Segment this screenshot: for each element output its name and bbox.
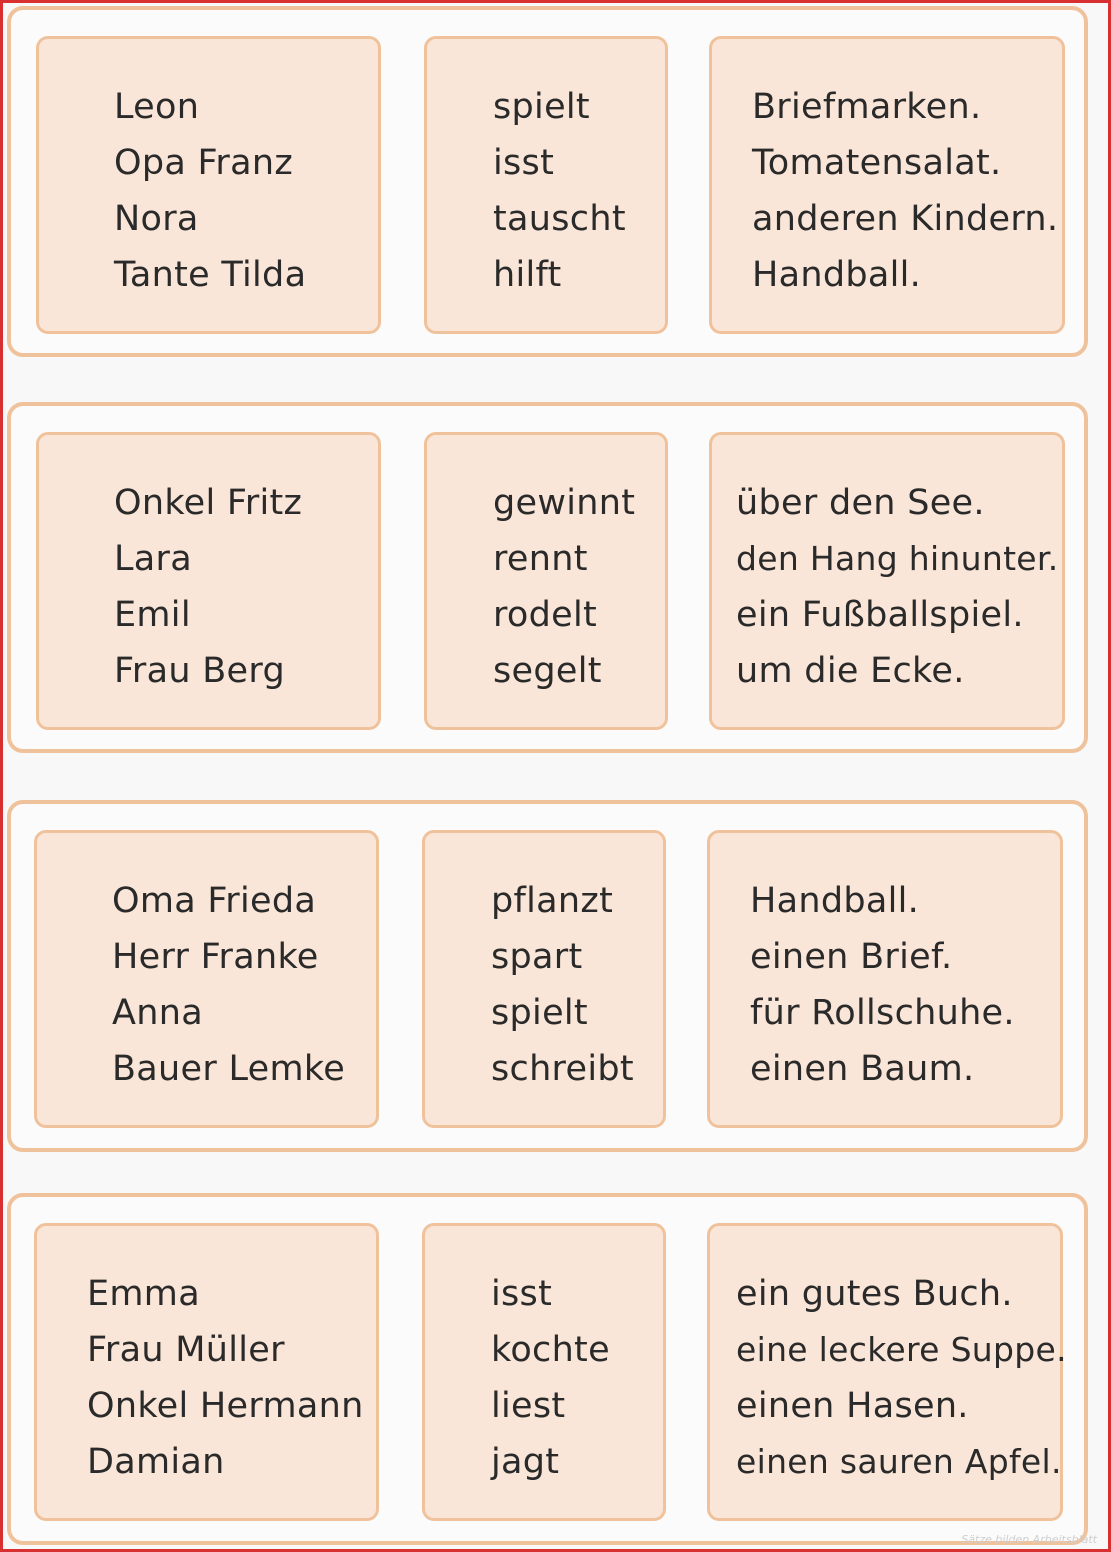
object-phrase: einen Hasen. xyxy=(736,1386,969,1426)
subject-word: Oma Frieda xyxy=(112,881,317,921)
subject-word: Frau Müller xyxy=(87,1330,285,1370)
verb-word: liest xyxy=(491,1386,566,1426)
subject-card[interactable] xyxy=(34,1223,379,1521)
object-card[interactable] xyxy=(709,432,1065,730)
verb-word: kochte xyxy=(491,1330,610,1370)
verb-card[interactable] xyxy=(424,432,668,730)
object-phrase: für Rollschuhe. xyxy=(750,993,1015,1033)
verb-word: isst xyxy=(493,143,555,183)
subject-word: Damian xyxy=(87,1442,225,1482)
subject-word: Herr Franke xyxy=(112,937,319,977)
object-phrase: einen sauren Apfel. xyxy=(736,1442,1062,1481)
sentence-group-4 xyxy=(7,1193,1088,1545)
sentence-group-3 xyxy=(7,800,1088,1152)
object-phrase: Tomatensalat. xyxy=(752,143,1002,183)
verb-word: schreibt xyxy=(491,1049,634,1089)
verb-word: segelt xyxy=(493,651,602,691)
subject-word: Onkel Fritz xyxy=(114,483,303,523)
verb-card[interactable] xyxy=(422,830,666,1128)
verb-word: spart xyxy=(491,937,583,977)
object-card[interactable] xyxy=(709,36,1065,334)
object-phrase: anderen Kindern. xyxy=(752,199,1059,239)
verb-word: jagt xyxy=(491,1442,560,1482)
subject-card[interactable] xyxy=(36,36,381,334)
subject-word: Emma xyxy=(87,1274,200,1314)
subject-card[interactable] xyxy=(36,432,381,730)
subject-word: Opa Franz xyxy=(114,143,294,183)
object-phrase: ein Fußballspiel. xyxy=(736,595,1024,635)
verb-word: isst xyxy=(491,1274,553,1314)
object-phrase: einen Brief. xyxy=(750,937,953,977)
object-phrase: einen Baum. xyxy=(750,1049,975,1089)
object-phrase: um die Ecke. xyxy=(736,651,965,691)
sentence-group-2 xyxy=(7,402,1088,753)
object-phrase: den Hang hinunter. xyxy=(736,539,1059,578)
verb-word: tauscht xyxy=(493,199,626,239)
subject-word: Frau Berg xyxy=(114,651,285,691)
verb-word: spielt xyxy=(491,993,588,1033)
subject-word: Emil xyxy=(114,595,191,635)
verb-word: rodelt xyxy=(493,595,598,635)
subject-word: Nora xyxy=(114,199,199,239)
verb-word: gewinnt xyxy=(493,483,636,523)
object-phrase: eine leckere Suppe. xyxy=(736,1330,1067,1369)
subject-word: Tante Tilda xyxy=(114,255,307,295)
sentence-group-1 xyxy=(7,6,1088,357)
object-card[interactable] xyxy=(707,1223,1067,1521)
object-phrase: Briefmarken. xyxy=(752,87,982,127)
subject-word: Bauer Lemke xyxy=(112,1049,346,1089)
verb-card[interactable] xyxy=(424,36,668,334)
object-phrase: ein gutes Buch. xyxy=(736,1274,1013,1314)
subject-word: Leon xyxy=(114,87,200,127)
verb-word: spielt xyxy=(493,87,590,127)
object-phrase: Handball. xyxy=(750,881,920,921)
object-card[interactable] xyxy=(707,830,1063,1128)
verb-word: rennt xyxy=(493,539,588,579)
verb-word: pflanzt xyxy=(491,881,614,921)
verb-card[interactable] xyxy=(422,1223,666,1521)
watermark: Sätze bilden Arbeitsblatt xyxy=(961,1533,1097,1546)
subject-card[interactable] xyxy=(34,830,379,1128)
object-phrase: Handball. xyxy=(752,255,922,295)
subject-word: Anna xyxy=(112,993,203,1033)
subject-word: Onkel Hermann xyxy=(87,1386,364,1426)
object-phrase: über den See. xyxy=(736,483,985,523)
subject-word: Lara xyxy=(114,539,192,579)
verb-word: hilft xyxy=(493,255,562,295)
